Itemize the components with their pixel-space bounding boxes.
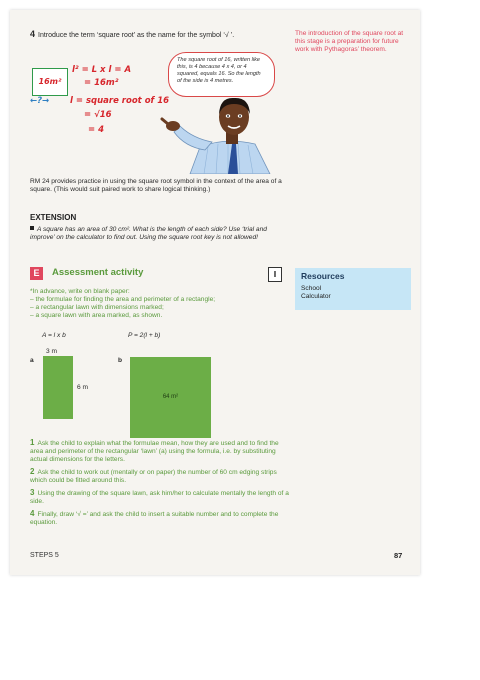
assessment-bullet: – a square lawn with area marked, as shown. xyxy=(30,312,163,319)
step-item xyxy=(30,439,292,464)
intro-number: 4 xyxy=(30,29,36,39)
resource-item: School xyxy=(301,285,322,292)
assessment-bullet: – a rectangular lawn with dimensions marked; xyxy=(30,304,164,311)
assessment-intro-text: *In advance, write on blank paper: xyxy=(30,288,130,295)
step-number: 3 xyxy=(30,488,35,497)
area-box-label: 16m² xyxy=(38,77,62,86)
rectangular-lawn xyxy=(43,356,73,419)
area-box xyxy=(32,68,68,96)
speech-bubble: The square root of 16, written like this, is 4 because 4 x 4, or 4 squared, equals 16. So the length of the side is 4 metres. xyxy=(168,52,275,97)
handwriting-line-3: l = square root of 16 xyxy=(70,96,170,106)
bullet-square-icon xyxy=(30,226,34,230)
step-item xyxy=(30,468,292,485)
individual-marker xyxy=(268,267,282,282)
extension-heading: EXTENSION xyxy=(30,213,77,222)
handwriting-line-1: l² = L x l = A xyxy=(72,65,132,75)
step-number: 1 xyxy=(30,438,35,447)
step-number: 2 xyxy=(30,467,35,476)
individual-marker-label: I xyxy=(273,270,277,279)
resources-panel xyxy=(295,268,411,310)
assessment-bullet: – the formulae for finding the area and perimeter of a rectangle; xyxy=(30,296,216,303)
handwriting-line-5: = 4 xyxy=(88,125,104,135)
formula-area: A = l x b xyxy=(42,332,66,339)
extension-body: A square has an area of 30 cm². What is the length of each side? Use ‘trial and improve’ on the calculator to find out. Using the square root key is not allowed! xyxy=(30,226,267,241)
steps-list xyxy=(30,439,292,527)
rm-text: RM 24 provides practice in using the square root symbol in the context of the area of a square. (This would suit paired work to share logical thinking.) xyxy=(30,178,282,193)
step-text: Ask the child to explain what the formulae mean, how they are used and to find the area and perimeter of the rectangular ‘lawn’ (a) using the formula, i.e. by substituting actual dimensions for the letters. xyxy=(30,440,279,463)
formula-perimeter: P = 2(l + b) xyxy=(128,332,161,339)
figure-a-label: a xyxy=(30,357,34,364)
handwriting-arrow: ←?→ xyxy=(30,96,50,106)
figure-a-width: 3 m xyxy=(46,348,57,355)
handwriting-line-2: = 16m² xyxy=(84,78,119,88)
resource-item: Calculator xyxy=(301,293,331,300)
figure-b-label: b xyxy=(118,357,123,364)
step-text: Using the drawing of the square lawn, ask him/her to calculate mentally the length of a side. xyxy=(30,490,289,505)
textbook-page xyxy=(10,10,420,575)
assessment-title: Assessment activity xyxy=(52,267,144,278)
step-text: Ask the child to work out (mentally or on paper) the number of 60 cm edging strips which could be fitted around this. xyxy=(30,469,277,484)
intro-item xyxy=(30,30,280,40)
intro-text: Introduce the term ‘square root’ as the name for the symbol ‘√ ’. xyxy=(38,32,235,39)
resources-title: Resources xyxy=(301,271,345,281)
step-item xyxy=(30,510,292,527)
teacher-illustration xyxy=(160,92,290,174)
extension-text xyxy=(30,226,285,242)
assessment-letter: E xyxy=(33,268,40,278)
step-number: 4 xyxy=(30,509,35,518)
step-item xyxy=(30,489,292,506)
figure-b-area: 64 m² xyxy=(162,394,179,400)
assessment-intro xyxy=(30,288,290,320)
figure-a-height: 6 m xyxy=(77,384,88,391)
step-text: Finally, draw ‘√ =’ and ask the child to insert a suitable number and to complete the equation. xyxy=(30,511,279,526)
side-note: The introduction of the square root at this stage is a preparation for future work with Pythagoras’ theorem. xyxy=(295,30,404,53)
assessment-letter-badge xyxy=(30,267,43,280)
page-number: 87 xyxy=(394,551,403,560)
handwriting-line-4: = √16 xyxy=(84,110,112,120)
footer-series: STEPS 5 xyxy=(30,552,59,559)
